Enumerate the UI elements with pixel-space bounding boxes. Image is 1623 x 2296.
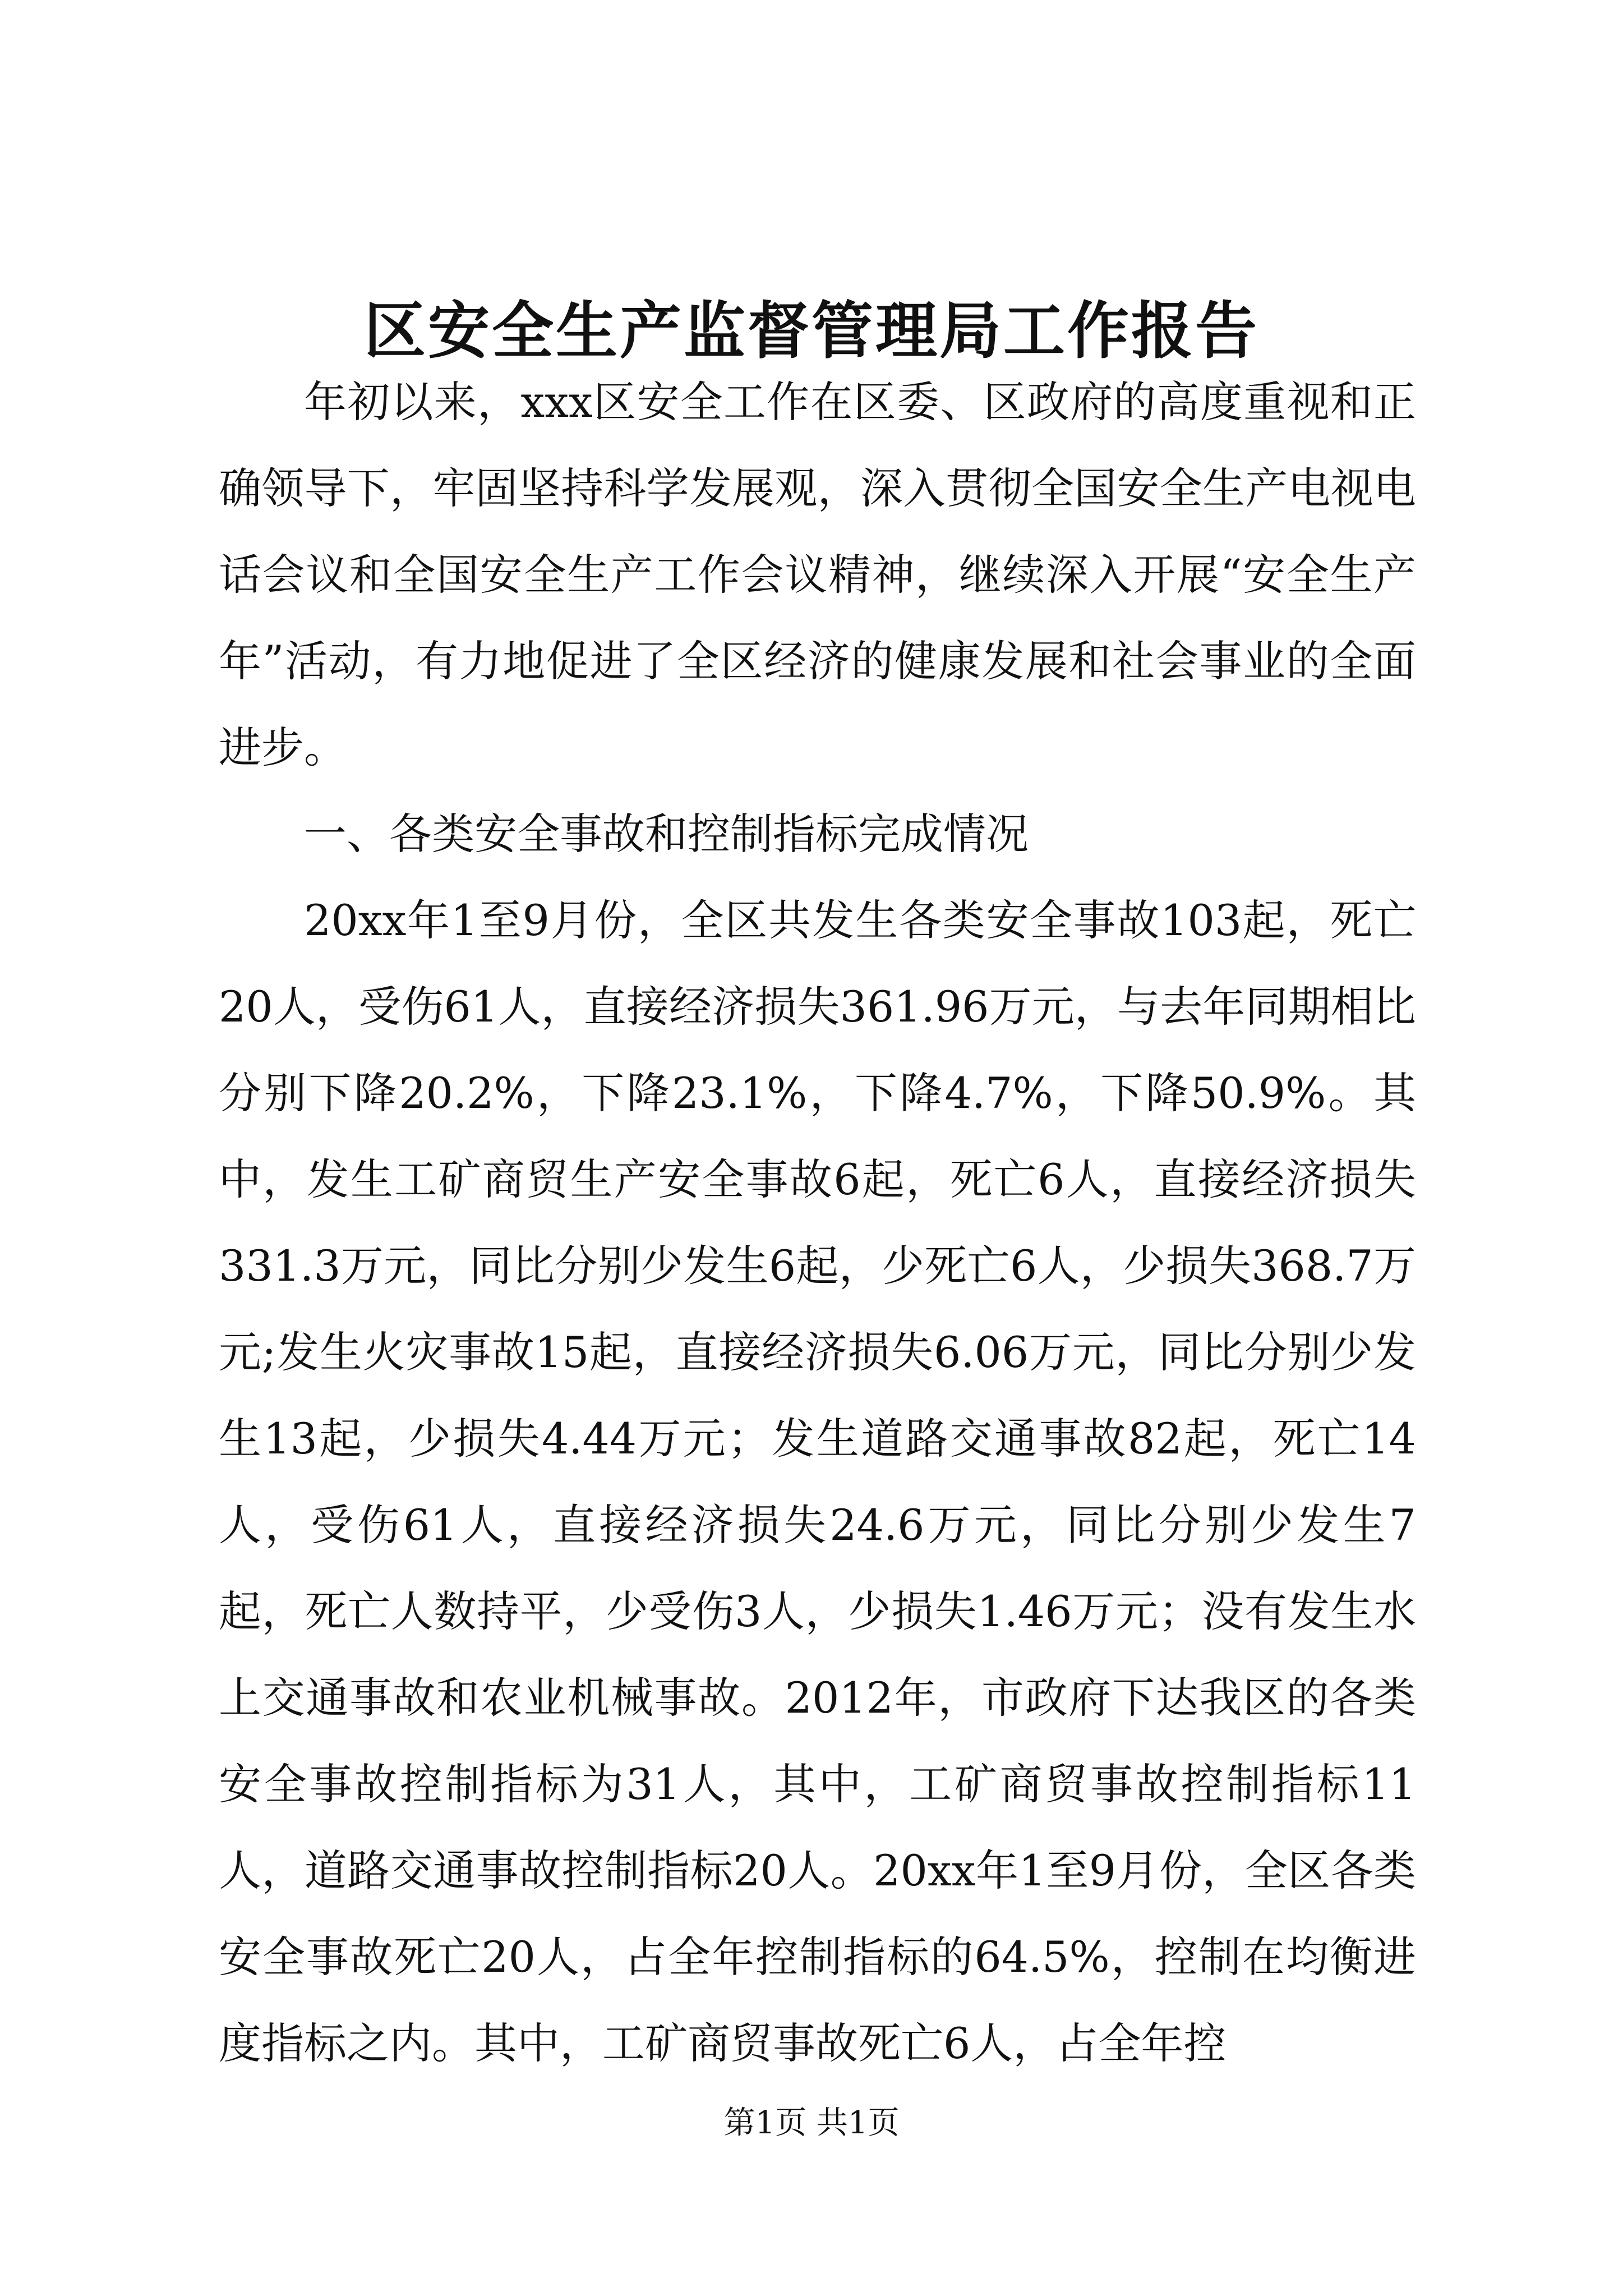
section-heading: 一、各类安全事故和控制指标完成情况: [304, 809, 1029, 859]
statistics-paragraph: 20xx年1至9月份，全区共发生各类安全事故103起，死亡20人，受伤61人，直接经济损失361.96万元，与去年同期相比分别下降20.2%，下降23.1%，下降4.7%，下降50.9%。其中，发生工矿商贸生产安全事故6起，死亡6人，直接经济损失331.3万元，同比分别少发生6起，少死亡6人，少损失368.7万元;发生火灾事故15起，直接经济损失6.06万元，同比分别少发生13起，少损失4.44万元；发生道路交通事故82起，死亡14人，受伤61人，直接经济损失24.6万元，同比分别少发生7起，死亡人数持平，少受伤3人，少损失1.46万元；没有发生水上交通事故和农业机械事故。2012年，市政府下达我区的各类安全事故控制指标为31人，其中，工矿商贸事故控制指标11人，道路交通事故控制指标20人。20xx年1至9月份，全区各类安全事故死亡20人，占全年控制指标的64.5%，控制在均衡进度指标之内。其中，工矿商贸事故死亡6人，占全年控: [219, 895, 1416, 2068]
document-title: 区安全生产监督管理局工作报告: [364, 295, 1259, 367]
document-body: [219, 359, 1416, 2087]
intro-paragraph: 年初以来，xxx区安全工作在区委、区政府的高度重视和正确领导下，牢固坚持科学发展观，深入贯彻全国安全生产电视电话会议和全国安全生产工作会议精神，继续深入开展“安全生产年”活动，有力地促进了全区经济的健康发展和社会事业的全面进步。: [219, 377, 1416, 772]
page-number-footer: 第1页 共1页: [723, 2105, 900, 2141]
